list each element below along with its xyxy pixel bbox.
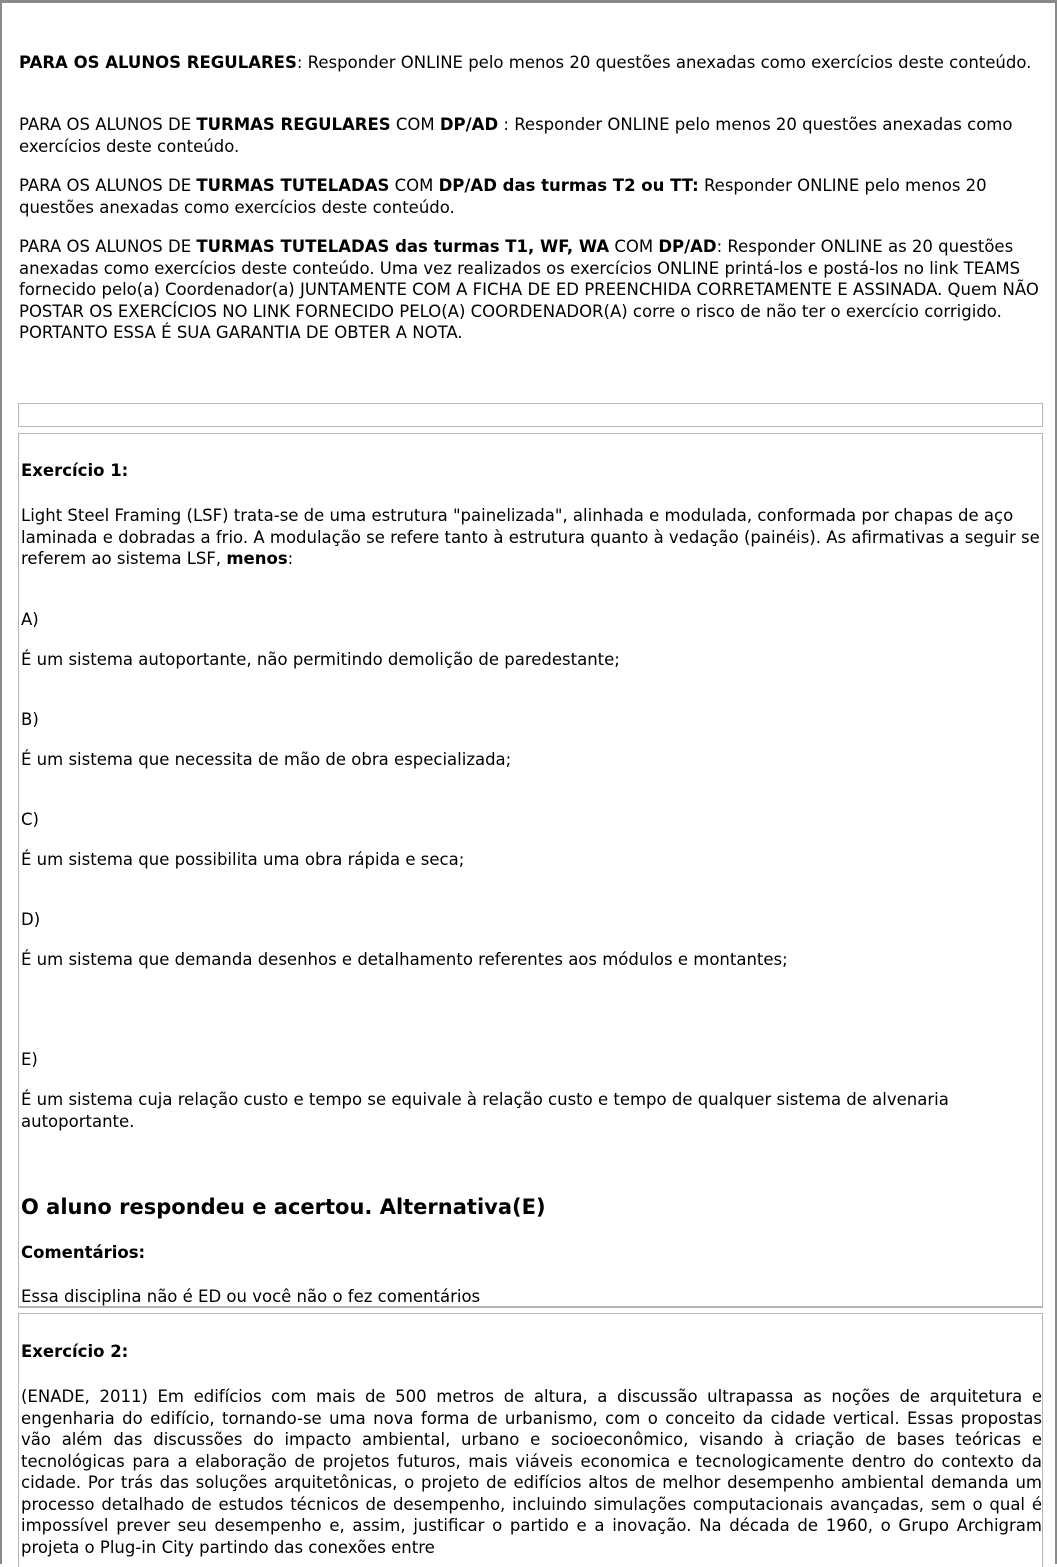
- intro-text: COM: [389, 176, 439, 195]
- option-a-letter[interactable]: A): [21, 610, 39, 629]
- result-message: O aluno respondeu e acertou. Alternativa(E): [21, 1195, 546, 1219]
- intro-bold: PARA OS ALUNOS REGULARES: [19, 53, 297, 72]
- intro-text: Responder ONLINE pelo menos 20 questões anexadas como exercícios deste conteúdo.: [19, 176, 987, 217]
- intro-bold: TURMAS TUTELADAS: [196, 176, 390, 195]
- option-c-letter[interactable]: C): [21, 810, 39, 829]
- option-e-letter[interactable]: E): [21, 1050, 38, 1069]
- option-e-text: É um sistema cuja relação custo e tempo se equivale à relação custo e tempo de qualquer sistema de alvenaria autoportante.: [21, 1090, 949, 1131]
- intro-bold: TURMAS REGULARES: [196, 115, 391, 134]
- statement-text: Light Steel Framing (LSF) trata-se de uma estrutura "painelizada", alinhada e modulada, conformada por chapas de aço laminada e dobradas a frio. A modulação se refere tanto à estrutura quanto à vedação (painéis). As afirmativas a seguir se referem ao sistema LSF,: [21, 506, 1040, 568]
- empty-panel: [18, 403, 1043, 427]
- exercise-2-statement: (ENADE, 2011) Em edifícios com mais de 500 metros de altura, a discussão ultrapassa as noções de arquitetura e engenharia do edifício, tornando-se uma nova forma de urbanismo, com o conceito da cidade vertical. Essas propostas vão além das discussões do impacto ambiental, urbano e socioeconômico, visando à criação de bases teóricas e tecnológicas para a elaboração de projetos futuros, mais viáveis economica e tecnologicamente dentro do contexto da cidade. Por trás das soluções arquitetônicas, o projeto de edifícios altos de melhor desempenho ambiental demanda um processo detalhado de estudos técnicos de desempenho, incluindo simulações computacionais avançadas, sem o qual é impossível prever seu desempenho e, assim, justificar o partido e a inovação. Na década de 1960, o Grupo Archigram projeta o Plug-in City partindo das conexões entre: [21, 1387, 1042, 1557]
- intro-bold: TURMAS TUTELADAS das turmas T1, WF, WA: [196, 237, 610, 256]
- option-d-letter[interactable]: D): [21, 910, 41, 929]
- exercise-2-title: Exercício 2:: [21, 1342, 129, 1361]
- option-b-text: É um sistema que necessita de mão de obra especializada;: [21, 750, 512, 769]
- intro-paragraph-tuteladas-t1: [19, 236, 1041, 344]
- intro-paragraph-turmas-regulares: [19, 114, 1041, 157]
- intro-text: COM: [390, 115, 440, 134]
- comments-label: Comentários:: [21, 1243, 146, 1262]
- intro-text: COM: [609, 237, 659, 256]
- intro-text: : Responder ONLINE pelo menos 20 questões anexadas como exercícios deste conteúdo.: [19, 115, 1013, 156]
- statement-bold: menos: [226, 549, 288, 568]
- intro-bold: DP/AD das turmas T2 ou TT:: [438, 176, 699, 195]
- intro-paragraph-regulares: [19, 52, 1041, 74]
- intro-bold: DP/AD: [658, 237, 717, 256]
- intro-text: PARA OS ALUNOS DE: [19, 176, 197, 195]
- intro-text: PARA OS ALUNOS DE: [19, 237, 197, 256]
- option-b-letter[interactable]: B): [21, 710, 39, 729]
- comments-text: Essa disciplina não é ED ou você não o fez comentários: [21, 1287, 481, 1306]
- intro-text: PARA OS ALUNOS DE: [19, 115, 197, 134]
- intro-paragraph-tuteladas-t2: [19, 175, 1041, 218]
- option-d-text: É um sistema que demanda desenhos e detalhamento referentes aos módulos e montantes;: [21, 950, 788, 969]
- exercise-1-statement: [21, 505, 1041, 570]
- exercise-1-panel: [18, 433, 1043, 1308]
- option-c-text: É um sistema que possibilita uma obra rápida e seca;: [21, 850, 465, 869]
- exercise-2-panel: [18, 1313, 1043, 1567]
- intro-text: : Responder ONLINE as 20 questões anexadas como exercícios deste conteúdo. Uma vez realizados os exercícios ONLINE printá-los e postá-los no link TEAMS fornecido pelo(a) Coordenador(a) JUNTAMENTE COM A FICHA DE ED PREENCHIDA CORRETAMENTE E ASSINADA. Quem NÃO POSTAR OS EXERCÍCIOS NO LINK FORNECIDO PELO(A) COORDENADOR(A) corre o risco de não ter o exercício corrigido. PORTANTO ESSA É SUA GARANTIA DE OBTER A NOTA.: [19, 237, 1039, 342]
- exercise-1-title: Exercício 1:: [21, 461, 129, 480]
- option-a-text: É um sistema autoportante, não permitindo demolição de paredestante;: [21, 650, 620, 669]
- statement-end: :: [287, 549, 294, 568]
- intro-bold: DP/AD: [439, 115, 499, 134]
- intro-text: : Responder ONLINE pelo menos 20 questões anexadas como exercícios deste conteúdo.: [296, 53, 1032, 72]
